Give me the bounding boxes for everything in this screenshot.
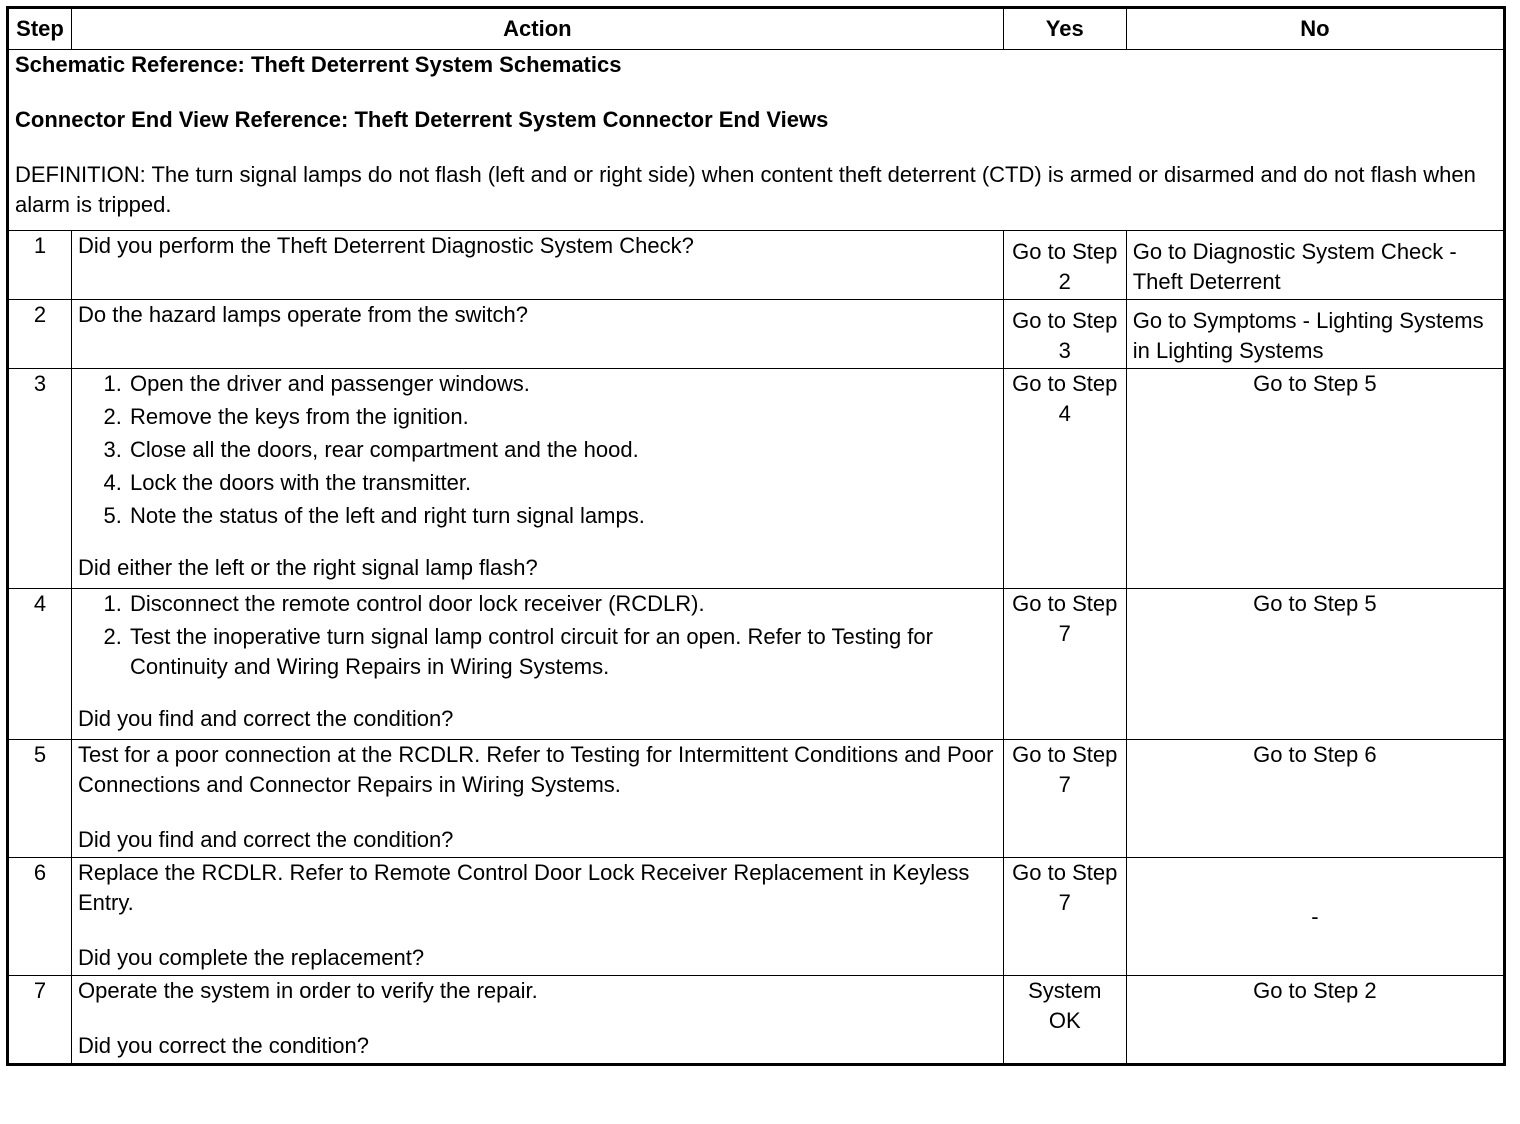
list-item: 1. Open the driver and passenger windows. xyxy=(128,369,997,399)
table-row xyxy=(8,369,1505,589)
yes-result: Go to Step 7 xyxy=(1003,589,1126,740)
step-number: 2 xyxy=(8,300,72,369)
yes-result: Go to Step 2 xyxy=(1003,231,1126,300)
table-row xyxy=(8,300,1505,369)
no-result: - xyxy=(1126,858,1504,976)
question-text: Did you correct the condition? xyxy=(77,1033,370,1058)
step-number: 6 xyxy=(8,858,72,976)
no-result: Go to Step 5 xyxy=(1126,589,1504,740)
action-list xyxy=(78,369,997,531)
question-text: Did you find and correct the condition? xyxy=(77,827,454,852)
no-result: Go to Step 2 xyxy=(1126,976,1504,1065)
action-text: Do the hazard lamps operate from the switch? xyxy=(71,300,1003,369)
table-row xyxy=(8,740,1505,858)
table-row xyxy=(8,589,1505,740)
step-number: 3 xyxy=(8,369,72,589)
action-cell xyxy=(71,740,1003,858)
yes-result: Go to Step 7 xyxy=(1003,740,1126,858)
step-number: 5 xyxy=(8,740,72,858)
schematic-reference: Schematic Reference: Theft Deterrent System Schematics xyxy=(15,52,622,77)
table-row xyxy=(8,976,1505,1065)
diagnostic-table xyxy=(6,6,1506,1066)
header-no: No xyxy=(1126,8,1504,50)
list-item: 2. Remove the keys from the ignition. xyxy=(128,402,997,432)
yes-result: Go to Step 7 xyxy=(1003,858,1126,976)
yes-result: Go to Step 4 xyxy=(1003,369,1126,589)
header-row xyxy=(8,8,1505,50)
list-item: 5. Note the status of the left and right turn signal lamps. xyxy=(128,501,997,531)
list-item: 4. Lock the doors with the transmitter. xyxy=(128,468,997,498)
header-action: Action xyxy=(71,8,1003,50)
table-row xyxy=(8,231,1505,300)
header-step: Step xyxy=(8,8,72,50)
no-result: Go to Step 6 xyxy=(1126,740,1504,858)
action-cell xyxy=(71,976,1003,1065)
table-row xyxy=(8,858,1505,976)
no-result: Go to Diagnostic System Check - Theft Deterrent xyxy=(1126,231,1504,300)
definition-text: DEFINITION: The turn signal lamps do not flash (left and or right side) when content theft deterrent (CTD) is armed or disarmed and do not flash when alarm is tripped. xyxy=(15,162,1476,217)
no-result: Go to Step 5 xyxy=(1126,369,1504,589)
action-text: Operate the system in order to verify the repair. xyxy=(77,978,538,1003)
question-text: Did you find and correct the condition? xyxy=(77,706,454,731)
reference-row xyxy=(8,50,1505,231)
reference-cell xyxy=(8,50,1505,231)
list-item: 1. Disconnect the remote control door lock receiver (RCDLR). xyxy=(128,589,997,619)
action-text: Did you perform the Theft Deterrent Diagnostic System Check? xyxy=(71,231,1003,300)
list-item: 2. Test the inoperative turn signal lamp control circuit for an open. Refer to Testing for Continuity and Wiring Repairs in Wiring Systems. xyxy=(128,622,997,682)
action-text: Test for a poor connection at the RCDLR. Refer to Testing for Intermittent Conditions and Poor Connections and Connector Repairs in Wiring Systems. xyxy=(77,742,994,797)
header-yes: Yes xyxy=(1003,8,1126,50)
connector-reference: Connector End View Reference: Theft Deterrent System Connector End Views xyxy=(15,107,829,132)
action-cell xyxy=(71,589,1003,740)
action-list xyxy=(78,589,997,682)
step-number: 7 xyxy=(8,976,72,1065)
step-number: 1 xyxy=(8,231,72,300)
action-cell xyxy=(71,369,1003,589)
question-text: Did you complete the replacement? xyxy=(77,945,425,970)
step-number: 4 xyxy=(8,589,72,740)
list-item: 3. Close all the doors, rear compartment and the hood. xyxy=(128,435,997,465)
question-text: Did either the left or the right signal lamp flash? xyxy=(77,555,538,580)
yes-result: Go to Step 3 xyxy=(1003,300,1126,369)
action-cell xyxy=(71,858,1003,976)
action-text: Replace the RCDLR. Refer to Remote Control Door Lock Receiver Replacement in Keyless Entry. xyxy=(77,860,970,915)
no-result: Go to Symptoms - Lighting Systems in Lighting Systems xyxy=(1126,300,1504,369)
yes-result: System OK xyxy=(1003,976,1126,1065)
